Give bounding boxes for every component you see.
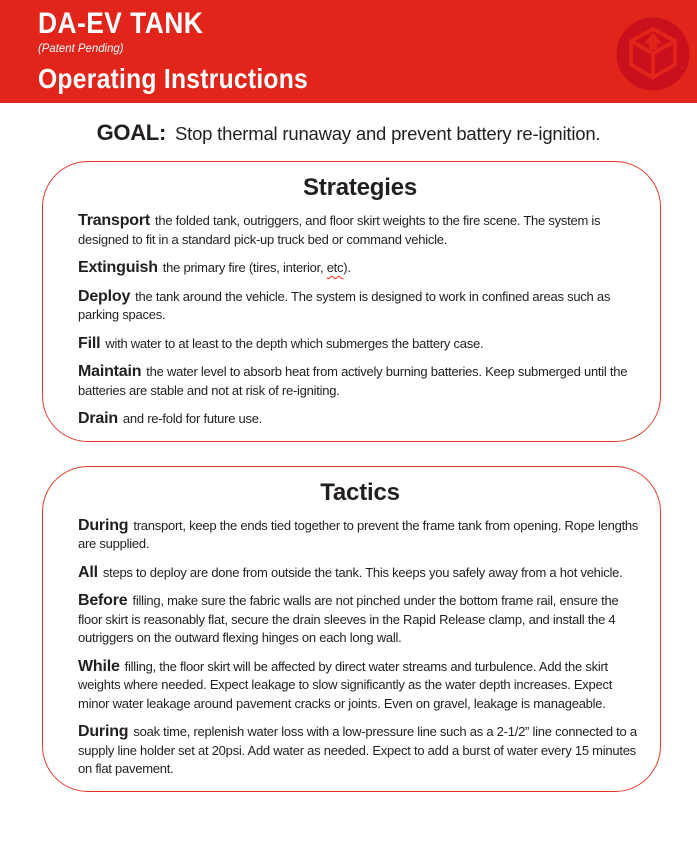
instruction-item-while-filling (78, 658, 642, 714)
lead-word: Fill (78, 334, 101, 352)
goal-text: Stop thermal runaway and prevent battery re-ignition. (174, 123, 601, 144)
instruction-item-deploy (78, 288, 642, 325)
instruction-item-before-filling (78, 592, 642, 648)
product-title: DA-EV TANK (38, 7, 204, 40)
goal-label: GOAL: (96, 120, 166, 145)
lead-word: All (78, 563, 98, 581)
instruction-item-fill (78, 335, 642, 354)
item-text: ). (343, 260, 351, 275)
lead-word: Before (78, 592, 128, 609)
item-text: the water level to absorb heat from actively burning batteries. Keep submerged until the batteries are stable and not at risk of re-igniting. (78, 364, 628, 398)
item-text: filling, the floor skirt will be affected by direct water streams and turbulence. Add the skirt weights where needed. Expect leakage to slow significantly as the water depth increases. Expect minor water leakage around pavement cracks or joints. Even on gravel, leakage is manageable. (78, 658, 613, 711)
instruction-item-during-transport (78, 517, 642, 554)
instruction-item-extinguish (78, 259, 642, 278)
section-strategies (42, 161, 661, 442)
item-text: steps to deploy are done from outside the tank. This keeps you safely away from a hot vehicle. (102, 564, 623, 580)
lead-word: Transport (78, 212, 150, 229)
item-text: the tank around the vehicle. The system is designed to work in confined areas such as parking spaces. (78, 288, 611, 322)
lead-word: During (78, 516, 129, 534)
section-title: Tactics (320, 478, 400, 506)
instruction-item-all-steps (78, 564, 642, 583)
page-title: Operating Instructions (38, 62, 309, 94)
item-text: soak time, replenish water loss with a low-pressure line such as a 2-1/2” line connected to a supply line holder set at 20psi. Add water as needed. Expect to add a burst of water every 15 minutes on flat pavement. (78, 724, 637, 776)
spellcheck-flagged-word: etc (326, 260, 344, 275)
instruction-item-during-soak (78, 723, 642, 779)
item-text: the folded tank, outriggers, and floor skirt weights to the fire scene. The system is designed to fit in a standard pick-up truck bed or command vehicle. (78, 213, 601, 247)
item-text: and re-fold for future use. (122, 411, 263, 426)
patent-pending-note: (Patent Pending) (38, 40, 124, 55)
header-banner (0, 0, 697, 103)
open-box-arrow-logo-icon (615, 16, 691, 92)
lead-word: Maintain (78, 363, 142, 380)
goal-statement (0, 103, 697, 161)
lead-word: Drain (78, 410, 118, 427)
section-title: Strategies (302, 174, 418, 201)
item-text: transport, keep the ends tied together to prevent the frame tank from opening. Rope lengths are supplied. (78, 517, 639, 551)
item-text: the primary fire (tires, interior, (162, 260, 327, 275)
lead-word: While (78, 657, 120, 675)
lead-word: Deploy (78, 287, 131, 305)
item-text: with water to at least to the depth which submerges the battery case. (105, 335, 484, 351)
item-text: filling, make sure the fabric walls are not pinched under the bottom frame rail, ensure the floor skirt is reasonably flat, secure the drain sleeves in the Rapid Release clamp, and install the 4 outriggers on the outward flexing hinges on each long wall. (78, 593, 619, 645)
section-tactics (42, 466, 661, 792)
instruction-item-maintain (78, 363, 642, 400)
lead-word: Extinguish (78, 259, 158, 276)
instruction-item-drain (78, 410, 642, 429)
instruction-item-transport (78, 212, 642, 249)
lead-word: During (78, 723, 129, 740)
trademark-mark: ™ (678, 66, 685, 73)
